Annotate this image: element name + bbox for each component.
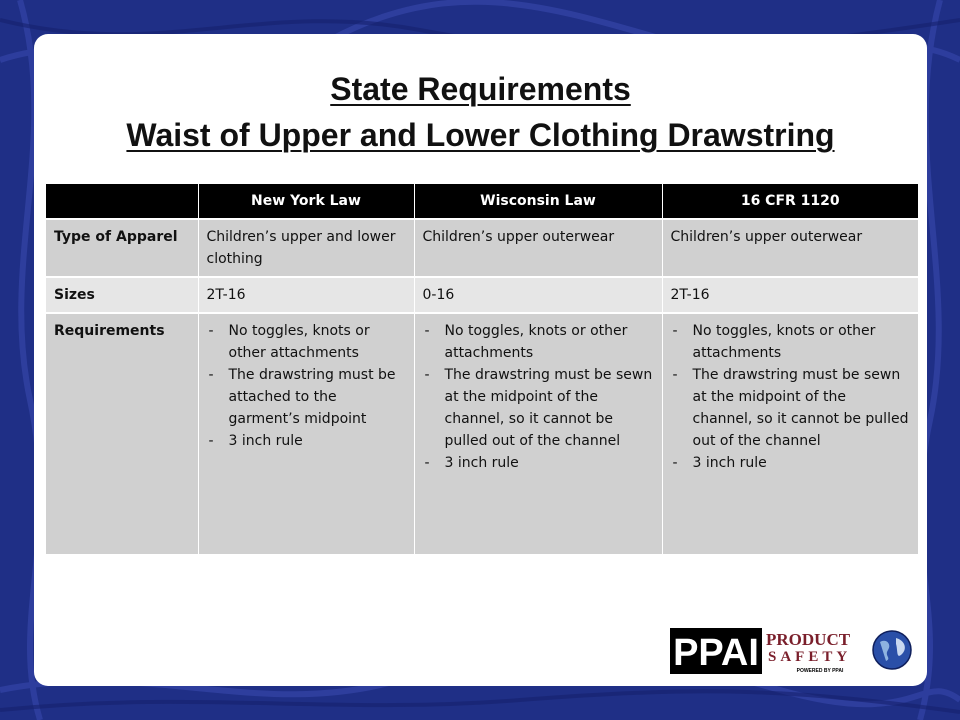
requirement-list [671, 320, 911, 474]
list-item: - 3 inch rule [671, 452, 911, 474]
requirement-list [423, 320, 654, 474]
list-item: - No toggles, knots or other attachments [671, 320, 911, 364]
list-item: - No toggles, knots or other attachments [423, 320, 654, 364]
globe-icon [873, 631, 911, 669]
requirement-list [207, 320, 406, 452]
table-row [46, 313, 918, 554]
table-header-row [46, 184, 918, 219]
logo-main-text: PPAI [673, 632, 759, 674]
list-item: - The drawstring must be attached to the garment’s midpoint [207, 364, 406, 430]
title-line-2: Waist of Upper and Lower Clothing Drawstring [126, 117, 835, 153]
table-cell: Children’s upper outerwear [414, 219, 662, 277]
table-cell [198, 313, 414, 554]
header-cell-wisconsin: Wisconsin Law [414, 184, 662, 219]
title-line-1: State Requirements [330, 71, 631, 107]
table-cell: Children’s upper and lower clothing [198, 219, 414, 277]
row-label-apparel: Type of Apparel [46, 219, 198, 277]
header-cell-cfr: 16 CFR 1120 [662, 184, 918, 219]
requirements-table [46, 184, 918, 554]
logo-product-text: PRODUCT [766, 630, 851, 649]
ppai-product-safety-logo [670, 628, 912, 674]
table-cell: 0-16 [414, 277, 662, 313]
table-cell: Children’s upper outerwear [662, 219, 918, 277]
row-label-requirements: Requirements [46, 313, 198, 554]
slide-title [34, 66, 927, 158]
table-cell [662, 313, 918, 554]
table-cell [414, 313, 662, 554]
logo-safety-text: SAFETY [768, 649, 852, 665]
slide-card [34, 34, 927, 686]
row-label-sizes: Sizes [46, 277, 198, 313]
header-cell-new-york: New York Law [198, 184, 414, 219]
header-cell-empty [46, 184, 198, 219]
list-item: - The drawstring must be sewn at the midpoint of the channel, so it cannot be pulled out of the channel [423, 364, 654, 452]
table-row [46, 277, 918, 313]
table-cell: 2T-16 [198, 277, 414, 313]
table-cell: 2T-16 [662, 277, 918, 313]
list-item: - The drawstring must be sewn at the midpoint of the channel, so it cannot be pulled out of the channel [671, 364, 911, 452]
list-item: - 3 inch rule [423, 452, 654, 474]
list-item: - 3 inch rule [207, 430, 406, 452]
table-row [46, 219, 918, 277]
list-item: - No toggles, knots or other attachments [207, 320, 406, 364]
logo-tagline-text: POWERED BY PPAI [796, 668, 844, 674]
